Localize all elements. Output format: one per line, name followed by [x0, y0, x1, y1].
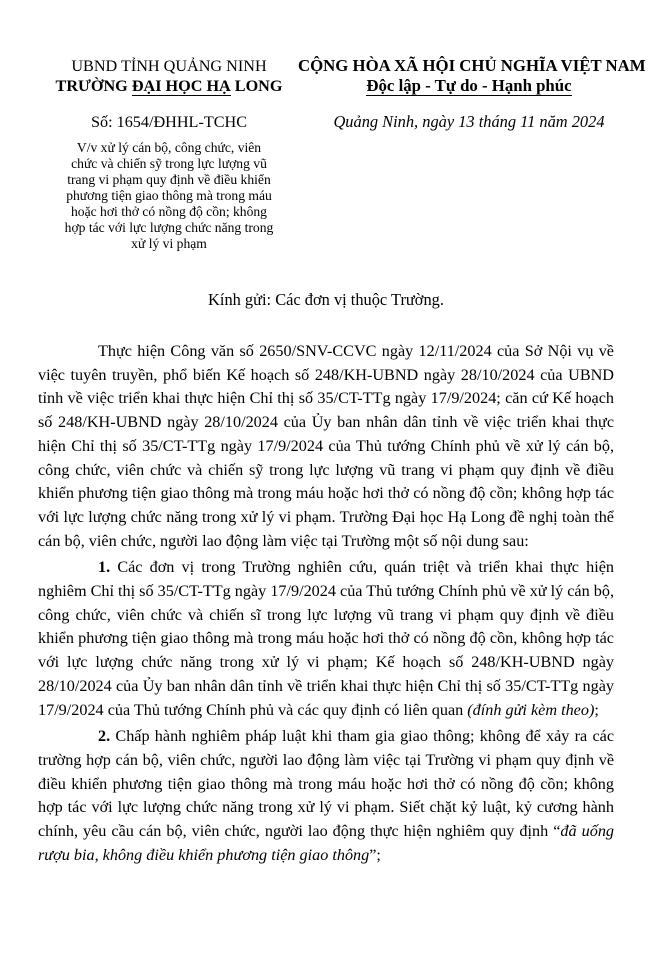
subject-line: chức và chiến sỹ trong lực lượng vũ — [71, 156, 267, 171]
document-subject — [38, 140, 300, 252]
item-2-end: ”; — [369, 845, 381, 864]
national-motto-block — [298, 56, 646, 96]
recipient-line: Kính gửi: Các đơn vị thuộc Trường. — [208, 290, 444, 309]
national-motto — [298, 76, 640, 96]
subject-line: hợp tác với lực lượng chức năng trong — [64, 220, 274, 235]
item-1-text: Các đơn vị trong Trường nghiên cứu, quán triệt và triển khai thực hiện nghiêm Chỉ thị số 35/CT-TTg ngày 17/9/2024 của Thủ tướng Chính phủ về xử lý cán bộ, công chức, viên chức và chiến sĩ trong lực lượng vũ trang vi phạm quy định về điều khiển phương tiện giao thông mà trong máu hoặc hơi thở có nồng độ cồn, không hợp tác với lực lượng chức năng trong xử lý vi phạm; Kế hoạch số 248/KH-UBND ngày 28/10/2024 của Ủy ban nhân dân tỉnh về triển khai thực hiện Chỉ thị số 35/CT-TTg ngày 17/9/2024 của Thủ tướng Chính phủ và các quy định có liên quan — [38, 558, 614, 719]
issuing-agency-suffix: LONG — [230, 77, 283, 95]
item-2-number: 2. — [98, 727, 111, 746]
document-body — [38, 340, 614, 870]
subject-line: phương tiện giao thông mà trong máu — [66, 188, 272, 203]
subject-line: hoặc hơi thở có nồng độ cồn; không — [71, 204, 267, 219]
issuing-agency — [40, 76, 298, 96]
item-1-end: ; — [594, 700, 599, 719]
intro-paragraph: Thực hiện Công văn số 2650/SNV-CCVC ngày 12/11/2024 của Sở Nội vụ về việc tuyên truyền, phổ biến Kế hoạch số 248/KH-UBND ngày 28/10/2024 của UBND tỉnh về việc triển khai thực hiện Chỉ thị số 35/CT-TTg ngày 17/9/2024; căn cứ Kế hoạch số 248/KH-UBND ngày 28/10/2024 của Ủy ban nhân dân tỉnh về việc triển khai thực hiện Chỉ thị số 35/CT-TTg ngày 17/9/2024 của Thủ tướng Chính phủ về xử lý cán bộ, công chức, viên chức và chiến sỹ trong lực lượng vũ trang vi phạm quy định về điều khiển phương tiện giao thông mà trong máu hoặc hơi thở có nồng độ cồn; không hợp tác với lực lượng chức năng trong xử lý vi phạm. Trường Đại học Hạ Long đề nghị toàn thể cán bộ, viên chức, người lao động làm việc tại Trường một số nội dung sau: — [38, 342, 614, 550]
document-number: Số: 1654/ĐHHL-TCHC — [90, 113, 248, 131]
item-2-text: Chấp hành nghiêm pháp luật khi tham gia giao thông; không để xảy ra các trường hợp cán bộ, viên chức, người lao động làm việc tại Trường vi phạm quy định về điều khiển phương tiện giao thông mà trong máu hoặc hơi thở có nồng độ cồn; không hợp tác với lực lượng chức năng trong xử lý vi phạm. Siết chặt kỷ luật, kỷ cương hành chính, yêu cầu cán bộ, viên chức, người lao động thực hiện nghiêm quy định “ — [38, 727, 615, 841]
place-date: Quảng Ninh, ngày 13 tháng 11 năm 2024 — [333, 112, 605, 131]
national-title: CỘNG HÒA XÃ HỘI CHỦ NGHĨA VIỆT NAM — [298, 56, 646, 75]
issuing-agency-block — [40, 56, 298, 96]
item-1-number: 1. — [98, 558, 111, 577]
item-2-quote: đã uống rượu bia, không điều khiển phương tiện giao thông — [38, 822, 615, 864]
parent-agency: UBND TỈNH QUẢNG NINH — [71, 57, 267, 75]
subject-line: xử lý vi phạm — [131, 236, 207, 251]
item-1-paragraph — [38, 556, 614, 722]
national-motto-text: Độc lập - Tự do - Hạnh phúc — [366, 76, 572, 95]
issuing-agency-prefix: TRƯỜNG — [55, 77, 132, 95]
subject-line: V/v xử lý cán bộ, công chức, viên — [76, 140, 262, 155]
item-2-paragraph — [38, 725, 614, 867]
issuing-agency-underlined: ĐẠI HỌC HẠ — [131, 77, 231, 95]
item-1-attachment-note: (đính gửi kèm theo) — [467, 700, 595, 719]
subject-line: trang vi phạm quy định về điều khiển — [67, 172, 271, 187]
